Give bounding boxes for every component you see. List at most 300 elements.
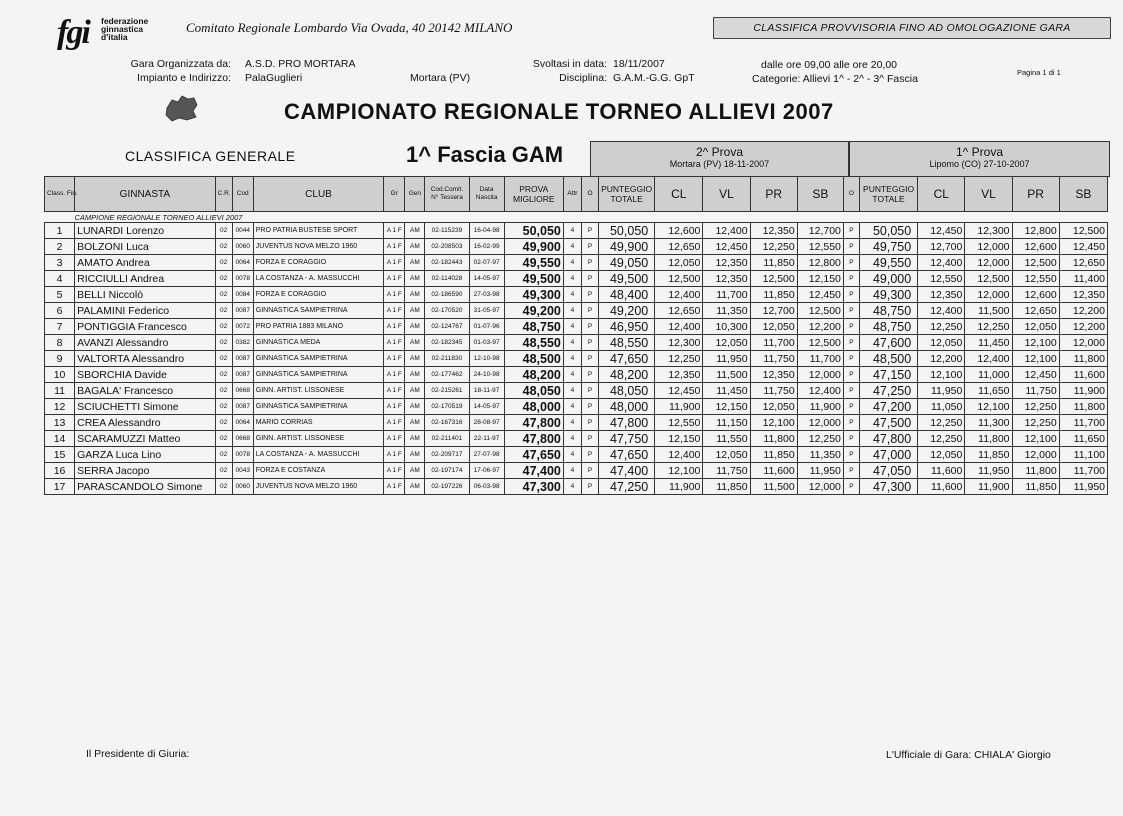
classifica-label: CLASSIFICA GENERALE (125, 148, 296, 164)
cell-name: LUNARDI Lorenzo (75, 223, 216, 239)
cell-cod: 0044 (232, 223, 253, 239)
cell-o1: P (843, 335, 859, 351)
cell-cr: 02 (215, 431, 232, 447)
cell-p1-total: 49,000 (859, 271, 917, 287)
cell-gen: AM (405, 319, 425, 335)
cell-cr: 02 (215, 303, 232, 319)
cell-gr: A 1 F (384, 255, 405, 271)
cell-pos: 17 (45, 479, 75, 495)
cell-cod: 0072 (232, 319, 253, 335)
cell-p1-total: 47,500 (859, 415, 917, 431)
cell-club: LA COSTANZA - A. MASSUCCHI (253, 447, 383, 463)
cell-p2-cl: 12,450 (655, 383, 703, 399)
cell-p1-total: 47,150 (859, 367, 917, 383)
cell-gr: A 1 F (384, 479, 405, 495)
cell-p2-total: 50,050 (599, 223, 655, 239)
cell-club: GINNASTICA SAMPIETRINA (253, 399, 383, 415)
cell-p2-pr: 12,350 (750, 223, 797, 239)
cell-club: PRO PATRIA 1883 MILANO (253, 319, 383, 335)
org-label: Gara Organizzata da: (130, 58, 231, 70)
cell-p2-total: 48,000 (599, 399, 655, 415)
cell-club: GINNASTICA SAMPIETRINA (253, 367, 383, 383)
table-row (45, 415, 1108, 431)
cell-cr: 02 (215, 399, 232, 415)
cell-o: P (581, 399, 598, 415)
cell-gr: A 1 F (384, 223, 405, 239)
cell-cod: 0084 (232, 287, 253, 303)
cell-p1-vl: 12,000 (965, 255, 1012, 271)
cell-p1-cl: 12,350 (918, 287, 965, 303)
cell-p1-cl: 12,700 (918, 239, 965, 255)
cell-p1-total: 49,300 (859, 287, 917, 303)
cell-best: 49,500 (504, 271, 563, 287)
cell-tessera: 02-182443 (425, 255, 469, 271)
cell-p2-sb: 12,000 (797, 479, 843, 495)
col-gr: Gr (384, 177, 405, 212)
cell-p1-sb: 11,700 (1059, 415, 1107, 431)
cell-attr: 4 (563, 271, 581, 287)
cell-p2-cl: 11,900 (655, 479, 703, 495)
cell-gr: A 1 F (384, 303, 405, 319)
cell-p2-pr: 11,800 (750, 431, 797, 447)
cell-p1-vl: 11,950 (965, 463, 1012, 479)
cell-club: GINNASTICA MEDA (253, 335, 383, 351)
results-body (45, 223, 1108, 495)
cell-o: P (581, 271, 598, 287)
official-label: L'Ufficiale di Gara: CHIALA' Giorgio (886, 749, 1051, 761)
cell-p1-total: 47,200 (859, 399, 917, 415)
cell-o1: P (843, 479, 859, 495)
cell-p2-total: 48,550 (599, 335, 655, 351)
cell-o1: P (843, 463, 859, 479)
cell-nascita: 01-07-96 (469, 319, 504, 335)
cell-cod: 0043 (232, 463, 253, 479)
cell-p2-vl: 12,350 (703, 255, 750, 271)
col-cl-p1: CL (918, 177, 965, 212)
col-nascita: Data Nascita (469, 177, 504, 212)
cell-cod: 0382 (232, 335, 253, 351)
prova2-label: 2^ Prova (696, 145, 743, 159)
cell-p2-sb: 12,500 (797, 303, 843, 319)
cell-gen: AM (405, 463, 425, 479)
cell-pos: 6 (45, 303, 75, 319)
cell-best: 48,750 (504, 319, 563, 335)
cell-nascita: 27-07-98 (469, 447, 504, 463)
cell-p1-sb: 12,000 (1059, 335, 1107, 351)
cell-p1-sb: 12,350 (1059, 287, 1107, 303)
cell-p2-sb: 12,800 (797, 255, 843, 271)
cell-p1-total: 47,250 (859, 383, 917, 399)
cell-p1-pr: 12,600 (1012, 287, 1059, 303)
cell-tessera: 02-182345 (425, 335, 469, 351)
cell-gr: A 1 F (384, 399, 405, 415)
cell-attr: 4 (563, 479, 581, 495)
cell-attr: 4 (563, 223, 581, 239)
cell-tessera: 02-211830 (425, 351, 469, 367)
committee-address: Comitato Regionale Lombardo Via Ovada, 40 20142 MILANO (186, 20, 513, 35)
table-row (45, 367, 1108, 383)
cell-p1-vl: 12,500 (965, 271, 1012, 287)
cell-p2-total: 47,650 (599, 447, 655, 463)
cell-p2-vl: 11,500 (703, 367, 750, 383)
cell-nascita: 01-03-97 (469, 335, 504, 351)
cell-o1: P (843, 303, 859, 319)
cell-p2-cl: 12,650 (655, 303, 703, 319)
cell-p1-cl: 11,600 (918, 479, 965, 495)
col-cr: C.R. (215, 177, 232, 212)
cell-p1-sb: 12,650 (1059, 255, 1107, 271)
cell-name: SBORCHIA Davide (75, 367, 216, 383)
cell-o1: P (843, 415, 859, 431)
cell-gr: A 1 F (384, 431, 405, 447)
cell-p1-sb: 12,500 (1059, 223, 1107, 239)
cell-cod: 0087 (232, 399, 253, 415)
cell-best: 49,200 (504, 303, 563, 319)
cell-name: PONTIGGIA Francesco (75, 319, 216, 335)
cell-attr: 4 (563, 463, 581, 479)
cell-p2-pr: 11,700 (750, 335, 797, 351)
cell-gen: AM (405, 271, 425, 287)
cell-cr: 02 (215, 319, 232, 335)
cell-p1-vl: 12,400 (965, 351, 1012, 367)
cell-cr: 02 (215, 223, 232, 239)
cell-nascita: 17-06-97 (469, 463, 504, 479)
date-value: 18/11/2007 (613, 58, 665, 70)
prova1-place: Lipomo (CO) 27-10-2007 (929, 159, 1030, 169)
cell-p2-total: 49,050 (599, 255, 655, 271)
fascia-label: 1^ Fascia GAM (406, 142, 564, 167)
cell-p2-pr: 11,750 (750, 383, 797, 399)
col-ginnasta: GINNASTA (75, 177, 216, 212)
cell-p1-sb: 11,100 (1059, 447, 1107, 463)
cell-tessera: 02-167316 (425, 415, 469, 431)
fgi-logo: fgi (57, 14, 89, 51)
cell-best: 47,650 (504, 447, 563, 463)
cell-o: P (581, 303, 598, 319)
cell-p2-total: 48,050 (599, 383, 655, 399)
cell-p2-vl: 11,850 (703, 479, 750, 495)
cell-p2-total: 47,650 (599, 351, 655, 367)
cell-gen: AM (405, 351, 425, 367)
cell-tessera: 02-115239 (425, 223, 469, 239)
cell-cr: 02 (215, 367, 232, 383)
cell-gen: AM (405, 223, 425, 239)
cell-p2-pr: 12,500 (750, 271, 797, 287)
cell-cr: 02 (215, 335, 232, 351)
cell-p1-pr: 12,250 (1012, 399, 1059, 415)
cell-cr: 02 (215, 239, 232, 255)
cell-best: 48,000 (504, 399, 563, 415)
cell-p1-cl: 12,250 (918, 431, 965, 447)
cell-p1-cl: 12,050 (918, 447, 965, 463)
cell-p2-cl: 12,650 (655, 239, 703, 255)
col-class-fin: Class. Fin. (45, 177, 75, 212)
cell-club: JUVENTUS NOVA MELZO 1960 (253, 239, 383, 255)
cell-best: 49,900 (504, 239, 563, 255)
cell-o1: P (843, 351, 859, 367)
org-value: A.S.D. PRO MORTARA (245, 58, 356, 70)
cell-cod: 0087 (232, 367, 253, 383)
cell-name: AVANZI Alessandro (75, 335, 216, 351)
cell-gen: AM (405, 287, 425, 303)
cell-cr: 02 (215, 415, 232, 431)
cell-tessera: 02-197226 (425, 479, 469, 495)
cell-cr: 02 (215, 271, 232, 287)
cell-tessera: 02-209717 (425, 447, 469, 463)
cell-pos: 1 (45, 223, 75, 239)
cell-nascita: 31-05-97 (469, 303, 504, 319)
cell-p1-total: 47,800 (859, 431, 917, 447)
cell-p1-sb: 11,650 (1059, 431, 1107, 447)
col-cl-p2: CL (655, 177, 703, 212)
col-attr: Attr (563, 177, 581, 212)
cell-name: BELLI Niccolò (75, 287, 216, 303)
cell-gen: AM (405, 415, 425, 431)
cell-tessera: 02-170520 (425, 303, 469, 319)
cell-o: P (581, 223, 598, 239)
cell-name: RICCIULLI Andrea (75, 271, 216, 287)
cell-p1-vl: 12,300 (965, 223, 1012, 239)
cell-p1-total: 49,750 (859, 239, 917, 255)
cell-club: GINN. ARTIST. LISSONESE (253, 431, 383, 447)
cell-p2-vl: 12,400 (703, 223, 750, 239)
venue-label: Impianto e Indirizzo: (137, 72, 231, 84)
cell-p2-vl: 11,550 (703, 431, 750, 447)
cell-p2-pr: 11,750 (750, 351, 797, 367)
cell-cr: 02 (215, 351, 232, 367)
cell-nascita: 18-11-97 (469, 383, 504, 399)
cell-p2-vl: 10,300 (703, 319, 750, 335)
cell-nascita: 14-05-97 (469, 271, 504, 287)
cell-cr: 02 (215, 479, 232, 495)
cell-name: BAGALA' Francesco (75, 383, 216, 399)
cell-p2-vl: 11,700 (703, 287, 750, 303)
cell-cr: 02 (215, 287, 232, 303)
cell-p1-vl: 11,300 (965, 415, 1012, 431)
venue-value: PalaGuglieri (245, 72, 303, 84)
cell-p1-total: 47,000 (859, 447, 917, 463)
cell-p2-cl: 12,150 (655, 431, 703, 447)
cell-tessera: 02-211401 (425, 431, 469, 447)
cell-gen: AM (405, 431, 425, 447)
cell-o: P (581, 383, 598, 399)
cell-cod: 0668 (232, 431, 253, 447)
cell-p1-pr: 12,000 (1012, 447, 1059, 463)
table-row (45, 431, 1108, 447)
cell-gr: A 1 F (384, 447, 405, 463)
cell-p1-vl: 12,100 (965, 399, 1012, 415)
prova1-label: 1^ Prova (956, 145, 1003, 159)
cell-p2-total: 47,400 (599, 463, 655, 479)
cell-p1-pr: 12,600 (1012, 239, 1059, 255)
cell-nascita: 22-11-97 (469, 431, 504, 447)
cell-p1-total: 48,500 (859, 351, 917, 367)
cell-tessera: 02-215261 (425, 383, 469, 399)
cell-pos: 3 (45, 255, 75, 271)
discipline-value: G.A.M.-G.G. GpT (613, 72, 695, 84)
cell-p1-pr: 12,100 (1012, 335, 1059, 351)
cell-pos: 16 (45, 463, 75, 479)
cell-p2-total: 48,400 (599, 287, 655, 303)
cell-nascita: 02-07-97 (469, 255, 504, 271)
cell-tessera: 02-170519 (425, 399, 469, 415)
cell-p2-cl: 12,400 (655, 319, 703, 335)
categories-label: Categorie: (752, 73, 801, 85)
cell-p2-sb: 12,400 (797, 383, 843, 399)
cell-club: GINNASTICA SAMPIETRINA (253, 303, 383, 319)
cell-p1-cl: 12,400 (918, 255, 965, 271)
cell-gr: A 1 F (384, 351, 405, 367)
cell-tessera: 02-177462 (425, 367, 469, 383)
results-table (44, 176, 1108, 495)
cell-cr: 02 (215, 463, 232, 479)
cell-pos: 7 (45, 319, 75, 335)
cell-p2-cl: 12,550 (655, 415, 703, 431)
meta-values-mid (613, 57, 695, 85)
cell-p1-cl: 12,200 (918, 351, 965, 367)
provisional-status-box: CLASSIFICA PROVVISORIA FINO AD OMOLOGAZIONE GARA (713, 17, 1111, 39)
cell-p1-pr: 12,050 (1012, 319, 1059, 335)
cell-o1: P (843, 367, 859, 383)
cell-attr: 4 (563, 367, 581, 383)
cell-name: SCIUCHETTI Simone (75, 399, 216, 415)
cell-cod: 0060 (232, 479, 253, 495)
cell-p1-cl: 12,450 (918, 223, 965, 239)
cell-cod: 0064 (232, 415, 253, 431)
table-row (45, 255, 1108, 271)
table-row (45, 319, 1108, 335)
cell-p1-cl: 11,600 (918, 463, 965, 479)
cell-p2-vl: 11,750 (703, 463, 750, 479)
cell-p1-vl: 11,900 (965, 479, 1012, 495)
cell-best: 50,050 (504, 223, 563, 239)
cell-p2-total: 48,200 (599, 367, 655, 383)
cell-o: P (581, 479, 598, 495)
cell-p1-vl: 11,650 (965, 383, 1012, 399)
cell-p1-pr: 12,100 (1012, 351, 1059, 367)
cell-best: 48,500 (504, 351, 563, 367)
col-pr-p1: PR (1012, 177, 1059, 212)
cell-pos: 10 (45, 367, 75, 383)
cell-attr: 4 (563, 319, 581, 335)
cell-p2-sb: 12,450 (797, 287, 843, 303)
cell-p1-total: 49,550 (859, 255, 917, 271)
cell-best: 48,200 (504, 367, 563, 383)
cell-o: P (581, 319, 598, 335)
cell-p1-sb: 11,900 (1059, 383, 1107, 399)
cell-p1-pr: 12,100 (1012, 431, 1059, 447)
cell-o: P (581, 287, 598, 303)
cell-p2-sb: 12,200 (797, 319, 843, 335)
cell-tessera: 02-124767 (425, 319, 469, 335)
cell-p1-cl: 11,950 (918, 383, 965, 399)
cell-pos: 13 (45, 415, 75, 431)
cell-p1-total: 47,300 (859, 479, 917, 495)
cell-gen: AM (405, 399, 425, 415)
cell-name: CREA Alessandro (75, 415, 216, 431)
col-punteggio-p1: PUNTEGGIO TOTALE (859, 177, 917, 212)
cell-p1-vl: 12,250 (965, 319, 1012, 335)
cell-cr: 02 (215, 447, 232, 463)
cell-p2-cl: 12,050 (655, 255, 703, 271)
cell-best: 47,800 (504, 431, 563, 447)
cell-best: 48,550 (504, 335, 563, 351)
cell-attr: 4 (563, 399, 581, 415)
cell-p2-sb: 12,150 (797, 271, 843, 287)
cell-gen: AM (405, 303, 425, 319)
cell-gen: AM (405, 239, 425, 255)
cell-p1-vl: 12,000 (965, 239, 1012, 255)
cell-club: MARIO CORRIAS (253, 415, 383, 431)
cell-best: 48,050 (504, 383, 563, 399)
cell-p1-cl: 12,550 (918, 271, 965, 287)
cell-p2-vl: 11,450 (703, 383, 750, 399)
cell-p2-vl: 11,150 (703, 415, 750, 431)
cell-p2-pr: 12,100 (750, 415, 797, 431)
cell-p2-cl: 12,300 (655, 335, 703, 351)
table-row (45, 383, 1108, 399)
cell-p2-cl: 12,100 (655, 463, 703, 479)
cell-p2-vl: 11,950 (703, 351, 750, 367)
cell-p1-cl: 12,250 (918, 415, 965, 431)
cell-p2-total: 49,200 (599, 303, 655, 319)
cell-cod: 0087 (232, 351, 253, 367)
cell-o1: P (843, 271, 859, 287)
meta-values-left (245, 57, 355, 85)
categories (752, 72, 918, 86)
col-vl-p2: VL (703, 177, 750, 212)
hours: dalle ore 09,00 alle ore 20,00 (761, 59, 898, 71)
cell-gen: AM (405, 479, 425, 495)
cell-o: P (581, 255, 598, 271)
cell-nascita: 06-03-98 (469, 479, 504, 495)
cell-p1-total: 48,750 (859, 303, 917, 319)
cell-cod: 0078 (232, 271, 253, 287)
table-header-row (45, 177, 1108, 212)
cell-o: P (581, 415, 598, 431)
cell-gr: A 1 F (384, 271, 405, 287)
cell-o: P (581, 335, 598, 351)
cell-p2-cl: 12,400 (655, 287, 703, 303)
prova2-header (590, 141, 849, 177)
cell-name: PALAMINI Federico (75, 303, 216, 319)
campione-row (45, 212, 1108, 223)
lombardy-map-icon (163, 94, 199, 122)
cell-p2-total: 49,500 (599, 271, 655, 287)
cell-nascita: 12-10-98 (469, 351, 504, 367)
cell-gr: A 1 F (384, 463, 405, 479)
cell-o: P (581, 463, 598, 479)
cell-tessera: 02-208503 (425, 239, 469, 255)
cell-p2-pr: 11,500 (750, 479, 797, 495)
table-row (45, 351, 1108, 367)
cell-p1-sb: 11,950 (1059, 479, 1107, 495)
cell-nascita: 14-05-97 (469, 399, 504, 415)
cell-nascita: 16-04-98 (469, 223, 504, 239)
cell-name: VALTORTA Alessandro (75, 351, 216, 367)
cell-name: BOLZONI Luca (75, 239, 216, 255)
cell-p1-sb: 11,800 (1059, 399, 1107, 415)
cell-p2-cl: 12,600 (655, 223, 703, 239)
cell-club: GINN. ARTIST. LISSONESE (253, 383, 383, 399)
city: Mortara (PV) (410, 72, 471, 84)
cell-p2-pr: 12,050 (750, 399, 797, 415)
cell-p2-sb: 11,950 (797, 463, 843, 479)
cell-pos: 11 (45, 383, 75, 399)
cell-o: P (581, 351, 598, 367)
cell-pos: 2 (45, 239, 75, 255)
cell-p1-sb: 12,200 (1059, 303, 1107, 319)
